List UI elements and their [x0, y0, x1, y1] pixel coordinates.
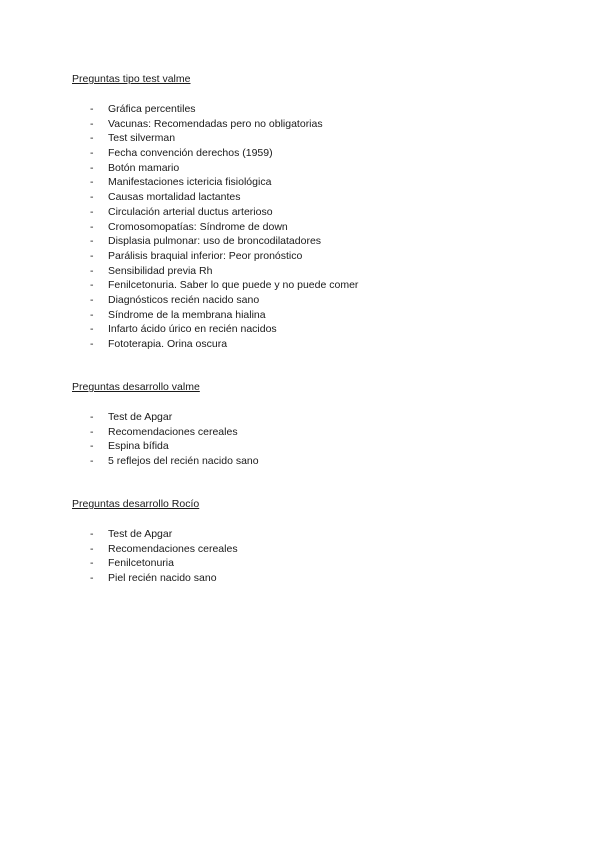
bullet-dash: - — [90, 161, 94, 174]
list-item — [72, 205, 532, 220]
list-item — [72, 410, 532, 425]
list-item-text: Fenilcetonuria — [108, 557, 174, 570]
list-item — [72, 454, 532, 469]
bullet-dash: - — [90, 205, 94, 218]
list-item-text: Fecha convención derechos (1959) — [108, 147, 273, 160]
list-item-text: Causas mortalidad lactantes — [108, 191, 241, 204]
list-item-text: Recomendaciones cereales — [108, 425, 238, 438]
item-list — [72, 102, 532, 352]
section-preguntas-desarrollo-rocio — [72, 497, 532, 586]
bullet-dash: - — [90, 293, 94, 306]
list-item-text: Infarto ácido úrico en recién nacidos — [108, 323, 277, 336]
list-item-text: Piel recién nacido sano — [108, 572, 217, 585]
list-item — [72, 527, 532, 542]
list-item-text: Fototerapia. Orina oscura — [108, 338, 228, 350]
list-item — [72, 220, 532, 235]
list-item — [72, 337, 532, 352]
bullet-dash: - — [90, 279, 94, 292]
bullet-dash: - — [90, 338, 94, 350]
list-item-text: Test de Apgar — [108, 528, 173, 540]
list-item-text: Test de Apgar — [108, 411, 173, 423]
list-item — [72, 117, 532, 132]
bullet-dash: - — [90, 411, 94, 423]
list-item-text: Sensibilidad previa Rh — [108, 264, 213, 277]
bullet-dash: - — [90, 191, 94, 204]
bullet-dash: - — [90, 440, 94, 453]
list-item-text: 5 reflejos del recién nacido sano — [108, 455, 259, 468]
list-item — [72, 322, 532, 337]
list-item-text: Cromosomopatías: Síndrome de down — [108, 220, 288, 233]
list-item — [72, 571, 532, 586]
list-item-text: Gráfica percentiles — [108, 103, 196, 115]
list-item-text: Displasia pulmonar: uso de broncodilatadores — [108, 235, 322, 248]
section-preguntas-desarrollo-valme — [72, 380, 532, 469]
list-item — [72, 308, 532, 323]
bullet-dash: - — [90, 235, 94, 248]
list-item — [72, 293, 532, 308]
bullet-dash: - — [90, 103, 94, 115]
bullet-dash: - — [90, 176, 94, 189]
bullet-dash: - — [90, 147, 94, 160]
bullet-dash: - — [90, 220, 94, 233]
section-heading: Preguntas desarrollo valme — [72, 381, 200, 393]
list-item — [72, 264, 532, 279]
list-item — [72, 278, 532, 293]
list-item — [72, 439, 532, 454]
list-item-text: Síndrome de la membrana hialina — [108, 308, 266, 321]
list-item-text: Test silverman — [108, 132, 176, 145]
list-item-text: Manifestaciones ictericia fisiológica — [108, 176, 272, 189]
bullet-dash: - — [90, 323, 94, 336]
list-item — [72, 161, 532, 176]
list-item-text: Diagnósticos recién nacido sano — [108, 293, 260, 306]
item-list — [72, 410, 532, 469]
list-item — [72, 190, 532, 205]
list-item-text: Recomendaciones cereales — [108, 542, 238, 555]
list-item — [72, 425, 532, 440]
list-item — [72, 542, 532, 557]
list-item — [72, 234, 532, 249]
bullet-dash: - — [90, 542, 94, 555]
bullet-dash: - — [90, 308, 94, 321]
list-item-text: Vacunas: Recomendadas pero no obligatorias — [108, 117, 323, 130]
bullet-dash: - — [90, 117, 94, 130]
list-item-text: Espina bífida — [108, 440, 169, 453]
list-item-text: Fenilcetonuria. Saber lo que puede y no puede comer — [108, 279, 359, 292]
bullet-dash: - — [90, 425, 94, 438]
list-item-text: Circulación arterial ductus arterioso — [108, 205, 273, 218]
list-item — [72, 175, 532, 190]
bullet-dash: - — [90, 572, 94, 585]
item-list — [72, 527, 532, 586]
bullet-dash: - — [90, 132, 94, 145]
list-item-text: Parálisis braquial inferior: Peor pronóstico — [108, 249, 303, 262]
bullet-dash: - — [90, 249, 94, 262]
section-heading: Preguntas tipo test valme — [72, 73, 191, 85]
bullet-dash: - — [90, 455, 94, 468]
list-item-text: Botón mamario — [108, 161, 180, 174]
list-item — [72, 146, 532, 161]
list-item — [72, 556, 532, 571]
list-item — [72, 131, 532, 146]
list-item — [72, 249, 532, 264]
section-preguntas-tipo-test-valme — [72, 72, 532, 352]
section-heading: Preguntas desarrollo Rocío — [72, 498, 200, 510]
bullet-dash: - — [90, 264, 94, 277]
list-item — [72, 102, 532, 117]
bullet-dash: - — [90, 528, 94, 540]
bullet-dash: - — [90, 557, 94, 570]
